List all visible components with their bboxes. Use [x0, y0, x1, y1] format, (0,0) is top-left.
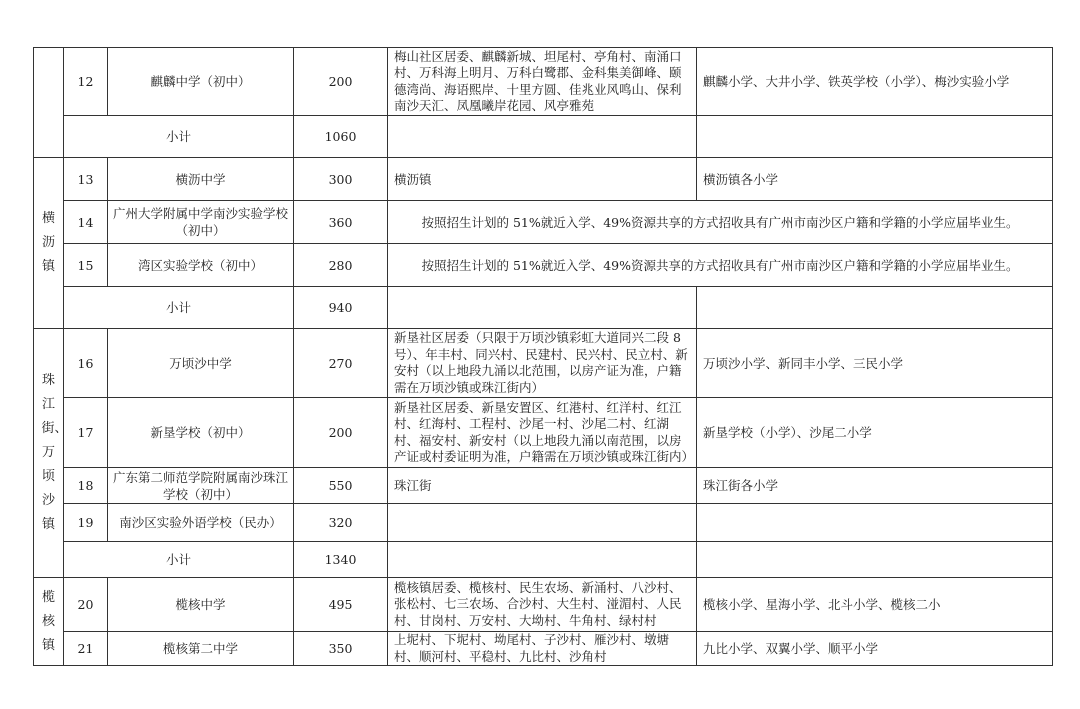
plan-count: 280	[294, 244, 388, 287]
table-row	[34, 158, 1053, 201]
feeder-primary: 万顷沙小学、新同丰小学、三民小学	[697, 329, 1053, 398]
school-name: 榄核中学	[108, 578, 294, 632]
row-number: 19	[64, 504, 108, 542]
feeder-primary: 榄核小学、星海小学、北斗小学、榄核二小	[697, 578, 1053, 632]
plan-count: 550	[294, 468, 388, 504]
feeder-primary: 九比小学、双翼小学、顺平小学	[697, 632, 1053, 666]
row-number: 16	[64, 329, 108, 398]
enrollment-area: 横沥镇	[388, 158, 697, 201]
plan-count: 495	[294, 578, 388, 632]
plan-count: 360	[294, 201, 388, 244]
town-name: 珠江街、万顷沙镇	[41, 373, 68, 532]
table-row	[34, 578, 1053, 632]
feeder-primary: 珠江街各小学	[697, 468, 1053, 504]
subtotal-value: 940	[294, 287, 388, 329]
plan-count: 270	[294, 329, 388, 398]
school-name: 广东第二师范学院附属南沙珠江学校（初中）	[108, 468, 294, 504]
school-name: 横沥中学	[108, 158, 294, 201]
enrollment-area	[388, 504, 697, 542]
town-name: 横沥镇	[41, 211, 55, 274]
subtotal-value: 1340	[294, 542, 388, 578]
feeder-primary: 麒麟小学、大井小学、铁英学校（小学）、梅沙实验小学	[697, 48, 1053, 116]
enrollment-note: 按照招生计划的 51%就近入学、49%资源共享的方式招收具有广州市南沙区户籍和学籍的小学应届毕业生。	[388, 201, 1053, 244]
row-number: 17	[64, 398, 108, 468]
feeder-primary: 横沥镇各小学	[697, 158, 1053, 201]
table-row	[34, 632, 1053, 666]
enrollment-area: 珠江街	[388, 468, 697, 504]
table-row	[34, 398, 1053, 468]
row-number: 20	[64, 578, 108, 632]
plan-count: 320	[294, 504, 388, 542]
school-name: 南沙区实验外语学校（民办）	[108, 504, 294, 542]
enrollment-area: 梅山社区居委、麒麟新城、坦尾村、亭角村、南涌口村、万科海上明月、万科白鹭郡、金科集美御峰、颐德湾尚、海语熙岸、十里方圆、佳兆业风鸣山、保利南沙天汇、凤凰曦岸花园、风亭雅苑	[388, 48, 697, 116]
row-number: 13	[64, 158, 108, 201]
town-cell	[34, 329, 68, 578]
subtotal-label: 小计	[64, 542, 294, 578]
school-name: 湾区实验学校（初中）	[108, 244, 294, 287]
town-cell	[34, 158, 64, 329]
table-row	[34, 504, 1053, 542]
row-number: 14	[64, 201, 108, 244]
plan-count: 300	[294, 158, 388, 201]
row-number: 21	[64, 632, 108, 666]
row-number: 15	[64, 244, 108, 287]
enrollment-area: 新垦社区居委（只限于万顷沙镇彩虹大道同兴二段 8 号）、年丰村、同兴村、民建村、民兴村、民立村、新安村（以上地段九涌以北范围，以房产证为准，户籍需在万顷沙镇或珠江街内）	[388, 329, 697, 398]
table-row	[34, 329, 1053, 398]
school-name: 新垦学校（初中）	[108, 398, 294, 468]
town-name: 榄核镇	[41, 589, 55, 653]
school-name: 麒麟中学（初中）	[108, 48, 294, 116]
subtotal-row	[34, 287, 1053, 329]
subtotal-row	[34, 116, 1053, 158]
school-name: 万顷沙中学	[108, 329, 294, 398]
enrollment-area: 新垦社区居委、新垦安置区、红港村、红洋村、红江村、红海村、工程村、沙尾一村、沙尾二村、红湖村、福安村、新安村（以上地段九涌以南范围，以房产证或村委证明为准，户籍需在万顷沙镇或珠江街内）	[388, 398, 697, 468]
enrollment-area: 榄核镇居委、榄核村、民生农场、新涌村、八沙村、张松村、七三农场、合沙村、大生村、湴湄村、人民村、甘岗村、万安村、大坳村、牛角村、绿村村	[388, 578, 697, 632]
feeder-primary: 新垦学校（小学）、沙尾二小学	[697, 398, 1053, 468]
town-cell	[34, 48, 64, 158]
subtotal-row	[34, 542, 1053, 578]
plan-count: 350	[294, 632, 388, 666]
enrollment-area: 上坭村、下坭村、坳尾村、子沙村、雁沙村、墩塘村、顺河村、平稳村、九比村、沙角村	[388, 632, 697, 666]
subtotal-label: 小计	[64, 287, 294, 329]
school-name: 广州大学附属中学南沙实验学校（初中）	[108, 201, 294, 244]
feeder-primary	[697, 504, 1053, 542]
table-row	[34, 468, 1053, 504]
town-cell	[34, 578, 64, 666]
table-row	[34, 244, 1053, 287]
subtotal-label: 小计	[64, 116, 294, 158]
table-row	[34, 201, 1053, 244]
plan-count: 200	[294, 48, 388, 116]
subtotal-value: 1060	[294, 116, 388, 158]
enrollment-table	[33, 47, 1053, 666]
school-name: 榄核第二中学	[108, 632, 294, 666]
enrollment-note: 按照招生计划的 51%就近入学、49%资源共享的方式招收具有广州市南沙区户籍和学籍的小学应届毕业生。	[388, 244, 1053, 287]
row-number: 18	[64, 468, 108, 504]
row-number: 12	[64, 48, 108, 116]
table-row	[34, 48, 1053, 116]
plan-count: 200	[294, 398, 388, 468]
